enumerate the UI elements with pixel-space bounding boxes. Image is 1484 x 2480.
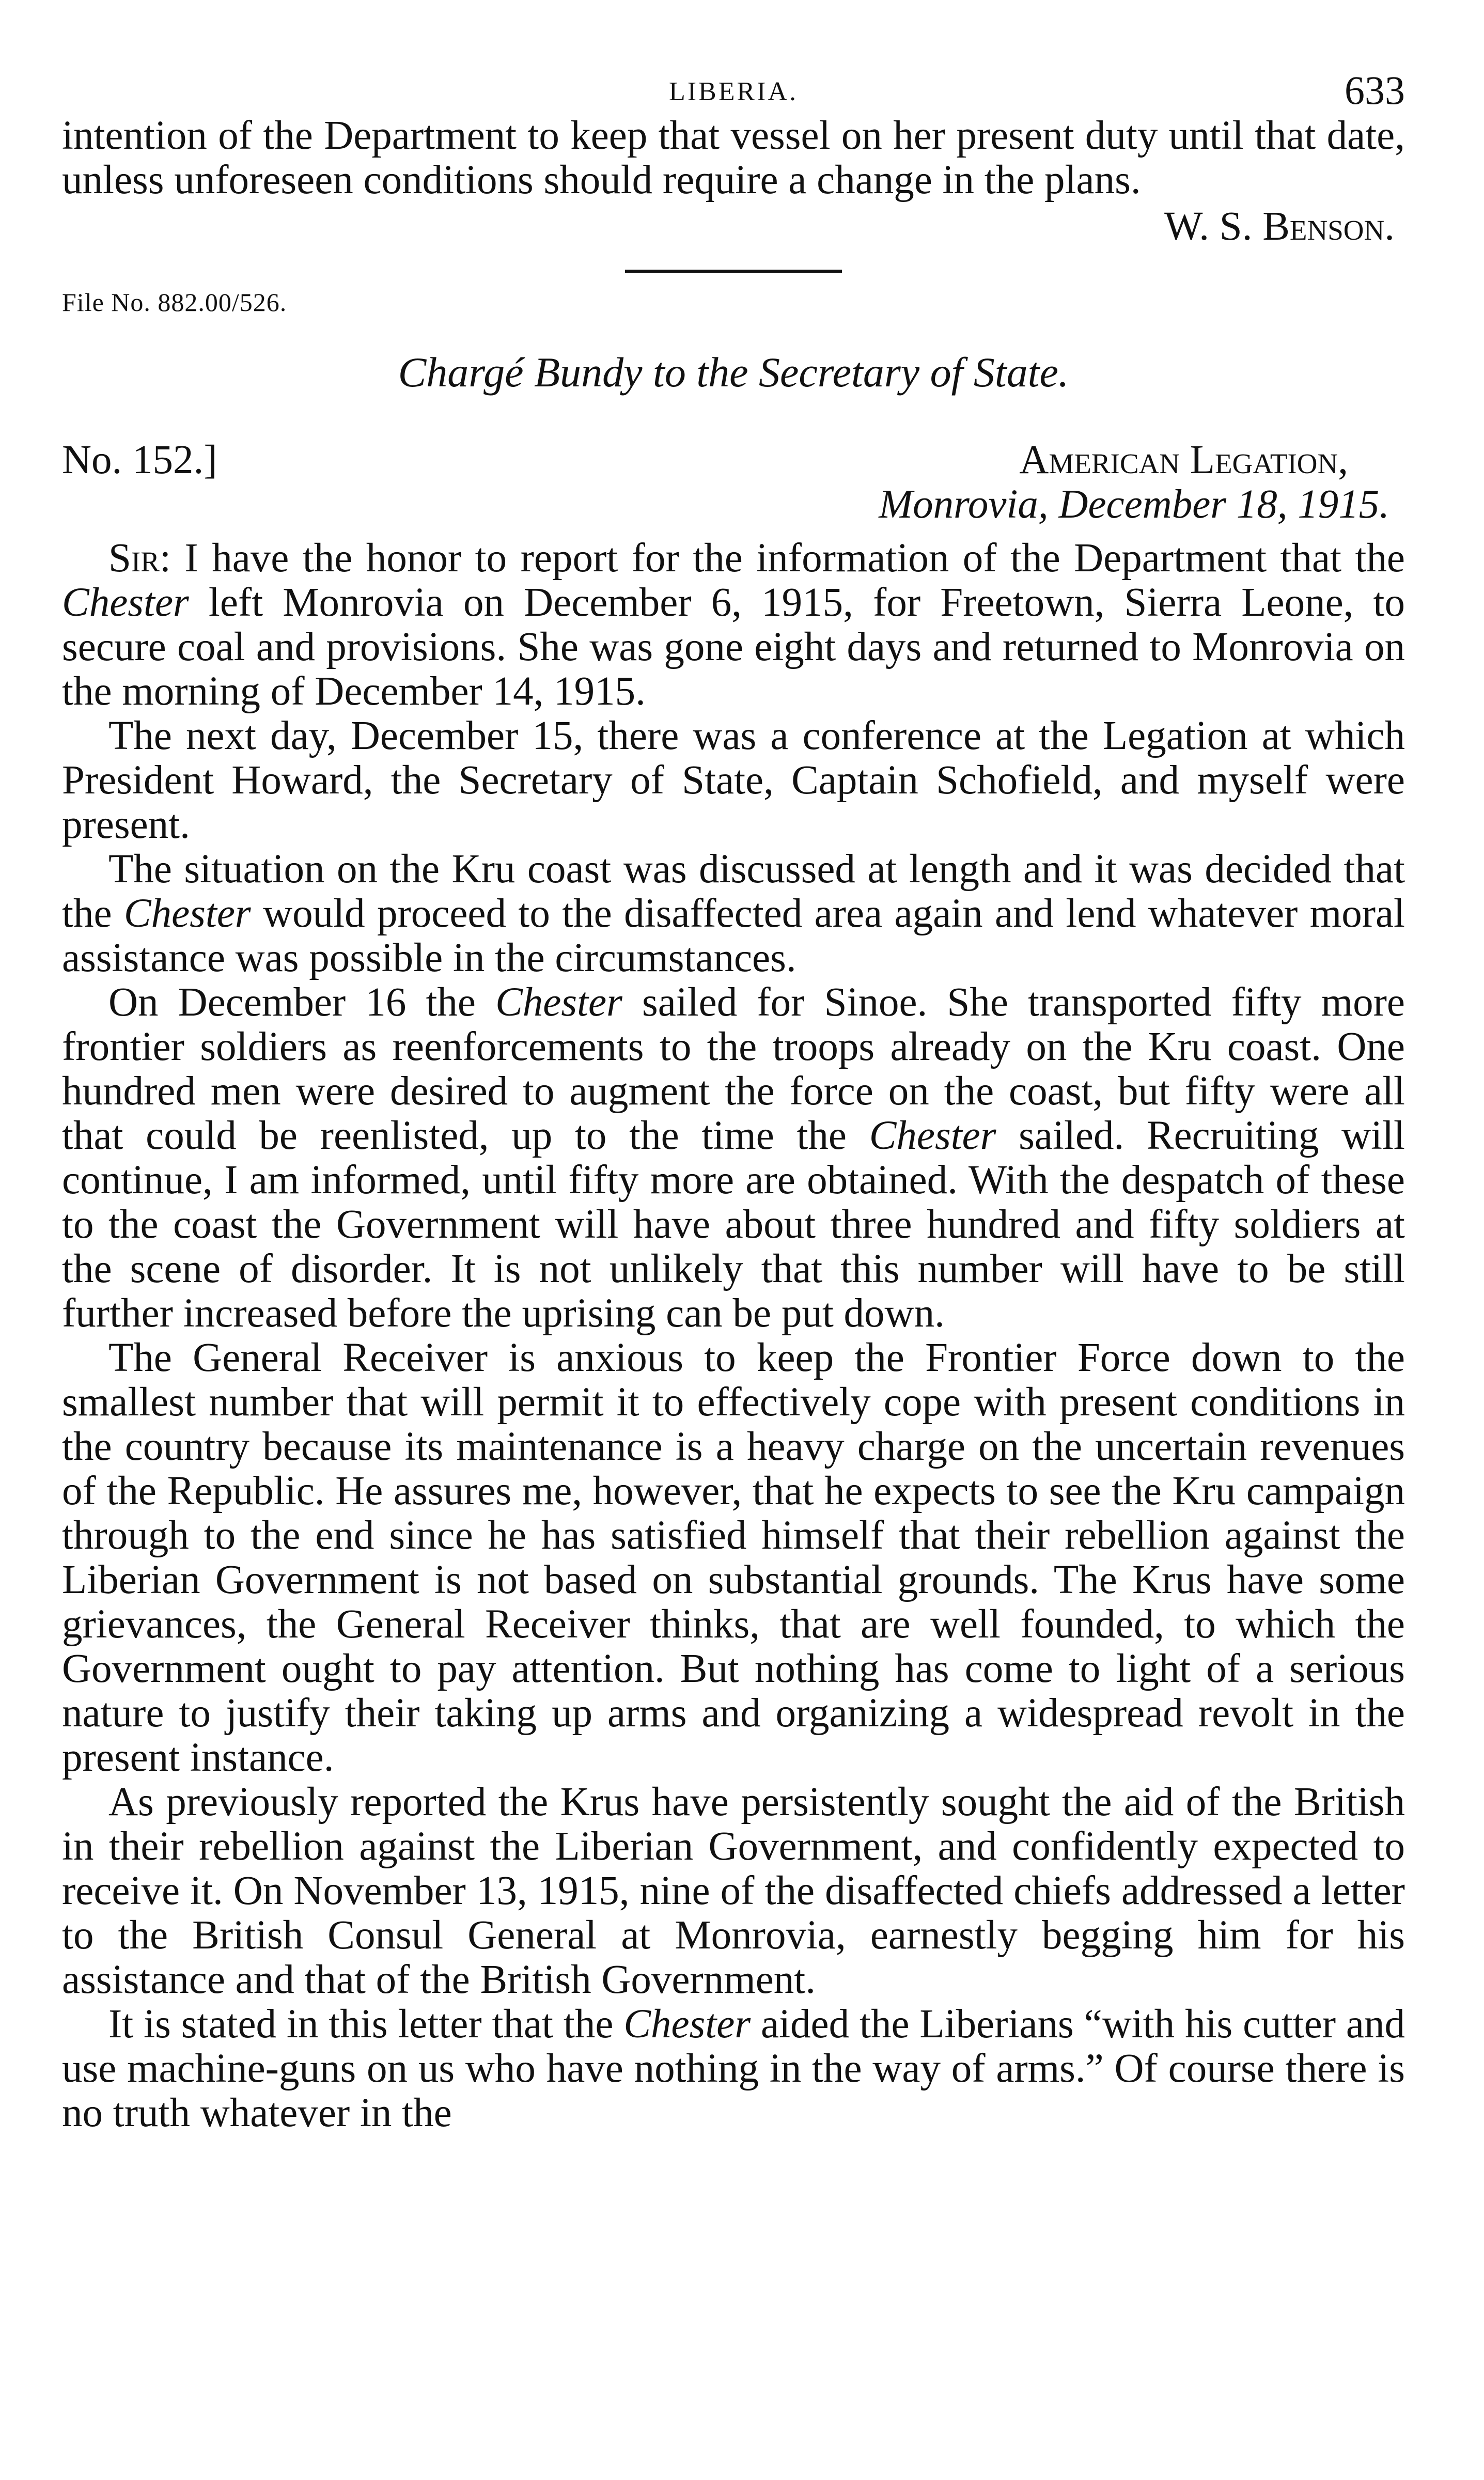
body-paragraph [62, 714, 1405, 847]
paragraph-text: The General Receiver is anxious to keep the Frontier Force down to the smallest number that will permit it to effectively cope with present conditions in the country because its maintenance is a heavy charge on the uncertain revenues of the Republic. He assures me, however, that he expects to see the Kru campaign through to the end since he has satisfied himself that their rebellion against the Liberian Government is not based on substantial grounds. The Krus have some grievances, the General Receiver thinks, that are well founded, to which the Government ought to pay attention. But nothing has come to light of a serious nature to justify their taking up arms and organizing a widespread revolt in the present instance. [62, 1335, 1405, 1780]
page-number: 633 [1345, 68, 1405, 113]
salutation: Sir [108, 536, 160, 581]
ship-name: Chester [623, 2002, 751, 2047]
ship-name: Chester [869, 1113, 996, 1158]
ship-name: Chester [62, 580, 189, 625]
legation-name: American Legation, [1019, 438, 1348, 482]
document-page [62, 57, 1405, 2459]
letter-body [62, 536, 1405, 2135]
continuation-paragraph: intention of the Department to keep that vessel on her present duty until that date, unless unforeseen conditions should require a change in the plans. [62, 113, 1405, 202]
ship-name: Chester [123, 891, 251, 936]
body-paragraph [62, 1336, 1405, 1780]
paragraph-text: As previously reported the Krus have persistently sought the aid of the British in their rebellion against the Liberian Government, and confidently expected to receive it. On November 13, 1915, nine of the disaffected chiefs addressed a letter to the British Consul General at Monrovia, earnestly begging him for his assistance and that of the British Government. [62, 1780, 1405, 2002]
paragraph-text: sailed. Recruiting will continue, I am informed, until fifty more are obtained. With the despatch of these to the coast the Government will have about three hundred and fifty soldiers at the scene of disorder. It is not unlikely that this number will have to be still further increased before the uprising can be put down. [62, 1113, 1405, 1336]
body-paragraph [62, 1780, 1405, 2002]
paragraph-text: would proceed to the disaffected area again and lend whatever moral assistance was possible in the circumstances. [62, 891, 1405, 980]
paragraph-text: aided the Liberians “with his cutter and use machine-guns on us who have nothing in the way of arms.” Of course there is no truth whatever in the [62, 2002, 1405, 2135]
body-paragraph [62, 536, 1405, 714]
paragraph-text: The next day, December 15, there was a conference at the Legation at which President Howard, the Secretary of State, Captain Schofield, and myself were present. [62, 713, 1405, 847]
running-title: LIBERIA. [668, 77, 799, 106]
continuation-text [62, 114, 1405, 202]
paragraph-text: left Monrovia on December 6, 1915, for Freetown, Sierra Leone, to secure coal and provisions. She was gone eight days and returned to Monrovia on the morning of December 14, 1915. [62, 580, 1405, 714]
paragraph-text: On December 16 the [108, 980, 496, 1025]
body-paragraph [62, 2002, 1405, 2135]
paragraph-text: sailed for Sinoe. She transported fifty more frontier soldiers as reenforcements to the troops already on the Kru coast. One hundred men were desired to augment the force on the coast, but fifty were all that could be reenlisted, up to the time the [62, 980, 1405, 1158]
dateline [62, 438, 1405, 536]
ship-name: Chester [495, 980, 622, 1025]
file-number: File No. 882.00/526. [62, 288, 287, 317]
document-heading: Chargé Bundy to the Secretary of State. [398, 349, 1069, 396]
paragraph-text: The situation on the Kru coast was discussed at length and it was decided that the [62, 847, 1405, 936]
section-divider [625, 270, 842, 273]
body-paragraph [62, 847, 1405, 980]
running-head [62, 57, 1405, 114]
place-date: Monrovia, December 18, 1915. [879, 482, 1389, 527]
body-paragraph [62, 980, 1405, 1336]
paragraph-text: It is stated in this letter that the [108, 2002, 624, 2047]
signature: W. S. Benson. [1164, 204, 1395, 249]
paragraph-text: : I have the honor to report for the information of the Department that the [159, 536, 1405, 581]
dispatch-number: No. 152.] [62, 438, 217, 482]
